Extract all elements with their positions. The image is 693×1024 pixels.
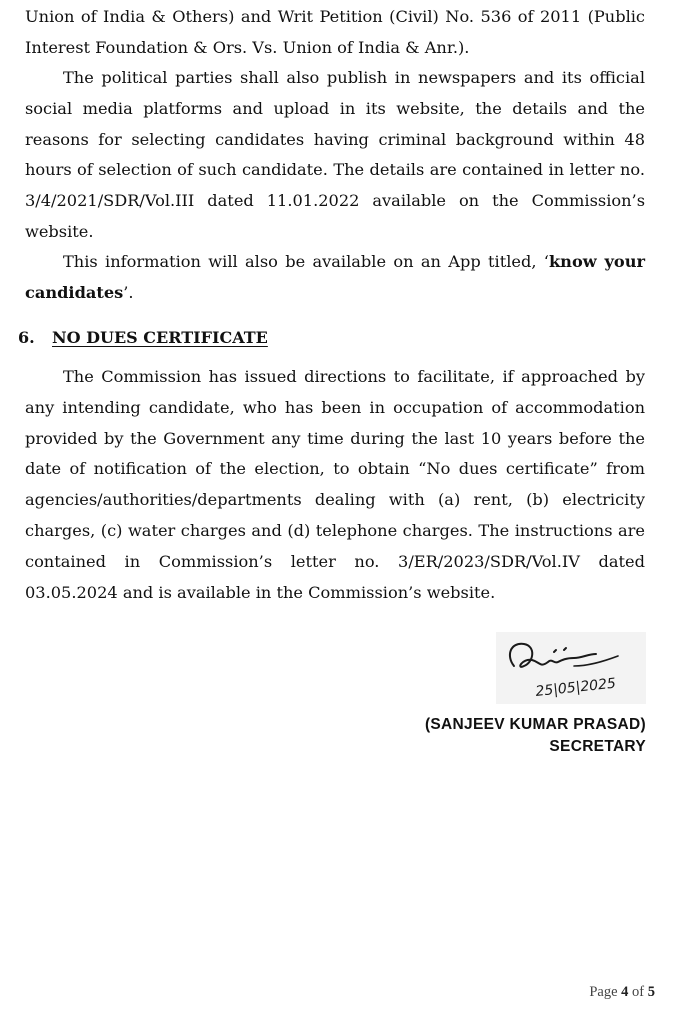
- signatory-designation: SECRETARY: [549, 738, 646, 755]
- handwritten-signature: [496, 632, 646, 704]
- section-heading: [18, 326, 268, 350]
- paragraph-continuation: Union of India & Others) and Writ Petition (Civil) No. 536 of 2011 (Public Interest Foundation & Ors. Vs. Union of India & Anr.).: [25, 7, 645, 57]
- page-label: Page: [589, 984, 618, 1000]
- paragraph-app-info: [25, 247, 645, 309]
- section-number: 6.: [18, 328, 35, 347]
- app-name-bold: know your candidates: [25, 252, 645, 302]
- page-total: 5: [647, 984, 655, 1000]
- paragraph-no-dues: The Commission has issued directions to facilitate, if approached by any intending candidate, who has been in occupation of accommodation provided by the Government any time during the last 10 years before the date of notification of the election, to obtain “No dues certificate” from agencies/authorities/departments dealing with (a) rent, (b) electricity charges, (c) water charges and (d) telephone charges. The instructions are contained in Commission’s letter no. 3/ER/2023/SDR/Vol.IV dated 03.05.2024 and is available in the Commission’s website.: [25, 367, 645, 602]
- app-info-prefix: This information will also be available on an App titled, ‘: [63, 252, 549, 271]
- section-title: NO DUES CERTIFICATE: [52, 328, 268, 347]
- page-current: 4: [621, 984, 629, 1000]
- paragraph-publish-details: The political parties shall also publish in newspapers and its official social media platforms and upload in its website, the details and the reasons for selecting candidates having criminal background within 48 hours of selection of such candidate. The details are contained in letter no. 3/4/2021/SDR/Vol.III dated 11.01.2022 available on the Commission’s website.: [25, 68, 645, 241]
- signatory-name: (SANJEEV KUMAR PRASAD): [424, 716, 646, 733]
- page-number: [589, 984, 655, 1001]
- signature-date: 25|05|2025: [534, 675, 617, 700]
- page-of: of: [632, 984, 645, 1000]
- app-info-suffix: ’.: [123, 282, 134, 302]
